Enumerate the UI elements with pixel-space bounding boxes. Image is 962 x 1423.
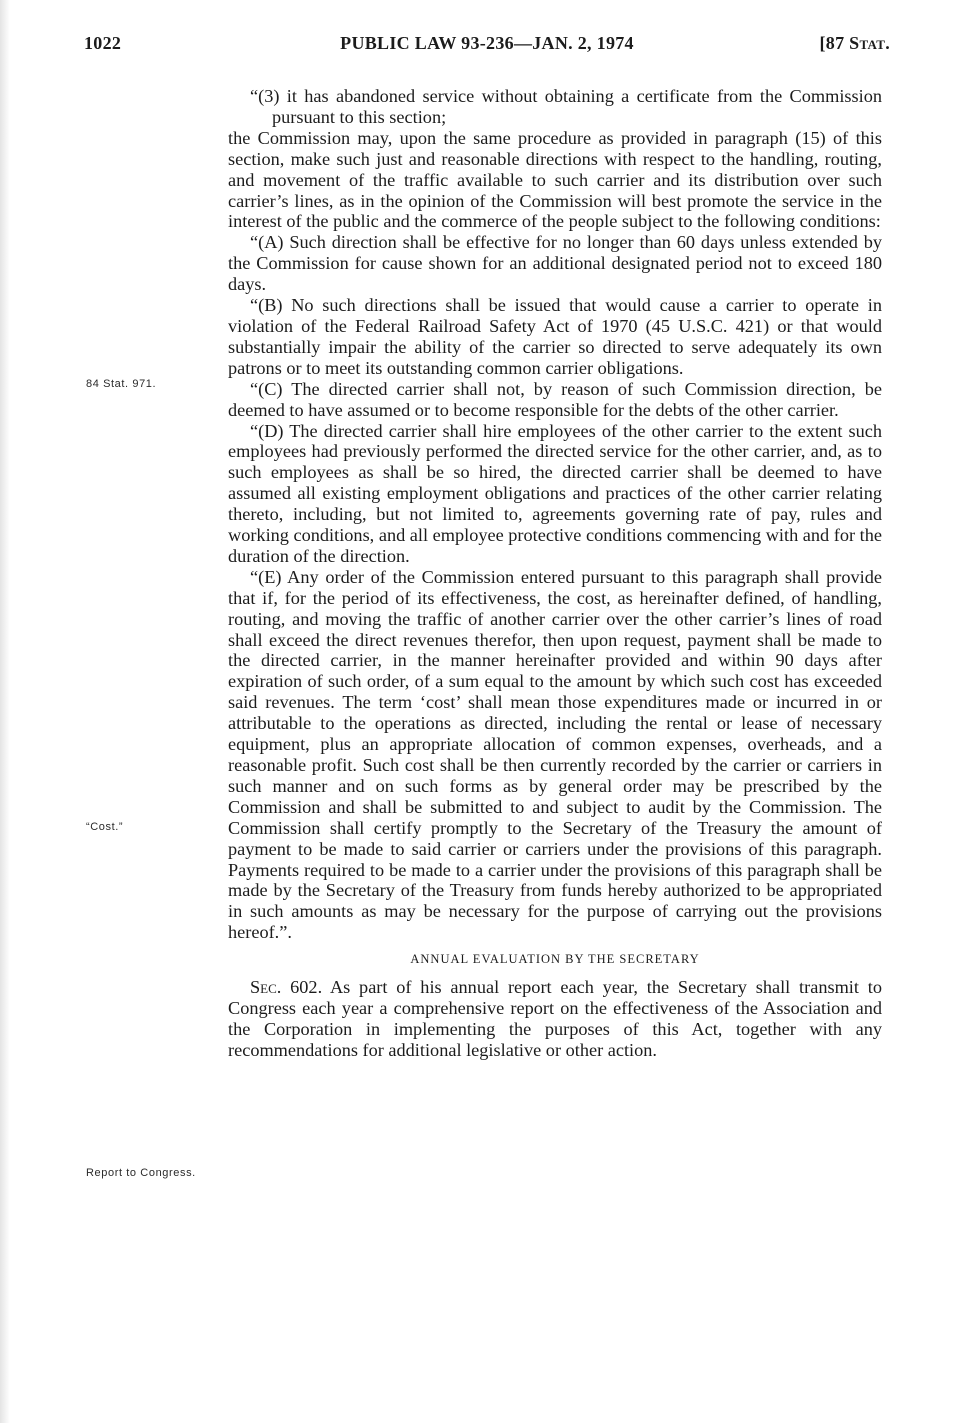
section-602-text: As part of his annual report each year, the Secretary shall transmit to Congress each year a comprehensive report on the effectiveness of the Association and the Corporation in implementing the purposes of this Act, together with any recommendations for additional legislative or other action. bbox=[228, 977, 882, 1060]
paragraph-3: “(3) it has abandoned service without obtaining a certificate from the Commission pursuant to this section; bbox=[250, 86, 882, 127]
section-heading: ANNUAL EVALUATION BY THE SECRETARY bbox=[410, 952, 700, 967]
page-number: 1022 bbox=[84, 33, 122, 53]
paragraph-b: “(B) No such directions shall be issued that would cause a carrier to operate in violation of the Federal Railroad Safety Act of 1970 (45 U.S.C. 421) or that would substantially impair the ability of the carrier so directed to serve adequately its own patrons or to meet its outstanding common carrier obligations. bbox=[228, 295, 882, 378]
margin-note-stat-citation: 84 Stat. 971. bbox=[86, 378, 157, 390]
margin-note-report-to-congress: Report to Congress. bbox=[86, 1167, 196, 1179]
page-edge-shadow bbox=[0, 0, 10, 1423]
margin-note-cost: “Cost.” bbox=[86, 821, 124, 833]
statute-volume: [87 Stat. bbox=[819, 33, 890, 53]
paragraph-c: “(C) The directed carrier shall not, by reason of such Commission direction, be deemed to have assumed or to become responsible for the debts of the other carrier. bbox=[228, 378, 882, 420]
paragraph-d: “(D) The directed carrier shall hire employees of the other carrier to the extent such employees had previously performed the directed service for the other carrier, and, as to such employees as shall be so hired, the directed carrier shall be deemed to have assumed all existing employment obligations and practices of the other carrier relating thereto, including, but not limited to, agreements governing rate of pay, rules and working conditions, and all employee protective conditions commencing with and for the duration of the direction. bbox=[228, 420, 882, 566]
page-header bbox=[84, 33, 890, 59]
paragraph-e: “(E) Any order of the Commission entered pursuant to this paragraph shall provide that if, for the period of its effectiveness, the cost, as hereinafter defined, of handling, routing, and moving the traffic of another carrier over the other carrier’s lines of road shall exceed the direct revenues therefor, then upon request, payment shall be made to the directed carrier, in the manner hereinafter provided and within 90 days after expiration of such order, of a sum equal to the amount by which such cost has exceeded said revenues. The term ‘cost’ shall mean those expenditures made or incurred in or attributable to the operations as directed, including the rental or lease of necessary equipment, plus an appropriate allocation of common expenses, overheads, and a reasonable profit. Such cost shall be then currently recorded by the carrier or carriers in such manner and on such forms as by general order may be prescribed by the Commission and shall be submitted to and subject to audit by the Commission. The Commission shall certify promptly to the Secretary of the Treasury the amount of payment to be made to said carrier or carriers under the provisions of this paragraph. Payments required to be made to a carrier under the provisions of this paragraph shall be made by the Secretary of the Treasury from funds hereby authorized to be appropriated in such amounts as may be necessary for the purpose of carrying out the provisions hereof.”. bbox=[228, 566, 882, 943]
section-602-label: Sec. 602. bbox=[250, 977, 323, 998]
page-title: PUBLIC LAW 93-236—JAN. 2, 1974 bbox=[340, 33, 634, 53]
paragraph-lead: the Commission may, upon the same procedure as provided in paragraph (15) of this section, make such just and reasonable directions with respect to the handling, routing, and movement of the traffic available to such carrier and its distribution over such carrier’s lines, as in the opinion of the Commission will best promote the service in the interest of the public and the commerce of the people subject to the following conditions: bbox=[228, 127, 882, 232]
statute-body bbox=[228, 86, 882, 1061]
section-602 bbox=[228, 977, 882, 1061]
paragraph-a: “(A) Such direction shall be effective for no longer than 60 days unless extended by the Commission for cause shown for an additional designated period not to exceed 180 days. bbox=[228, 232, 882, 295]
